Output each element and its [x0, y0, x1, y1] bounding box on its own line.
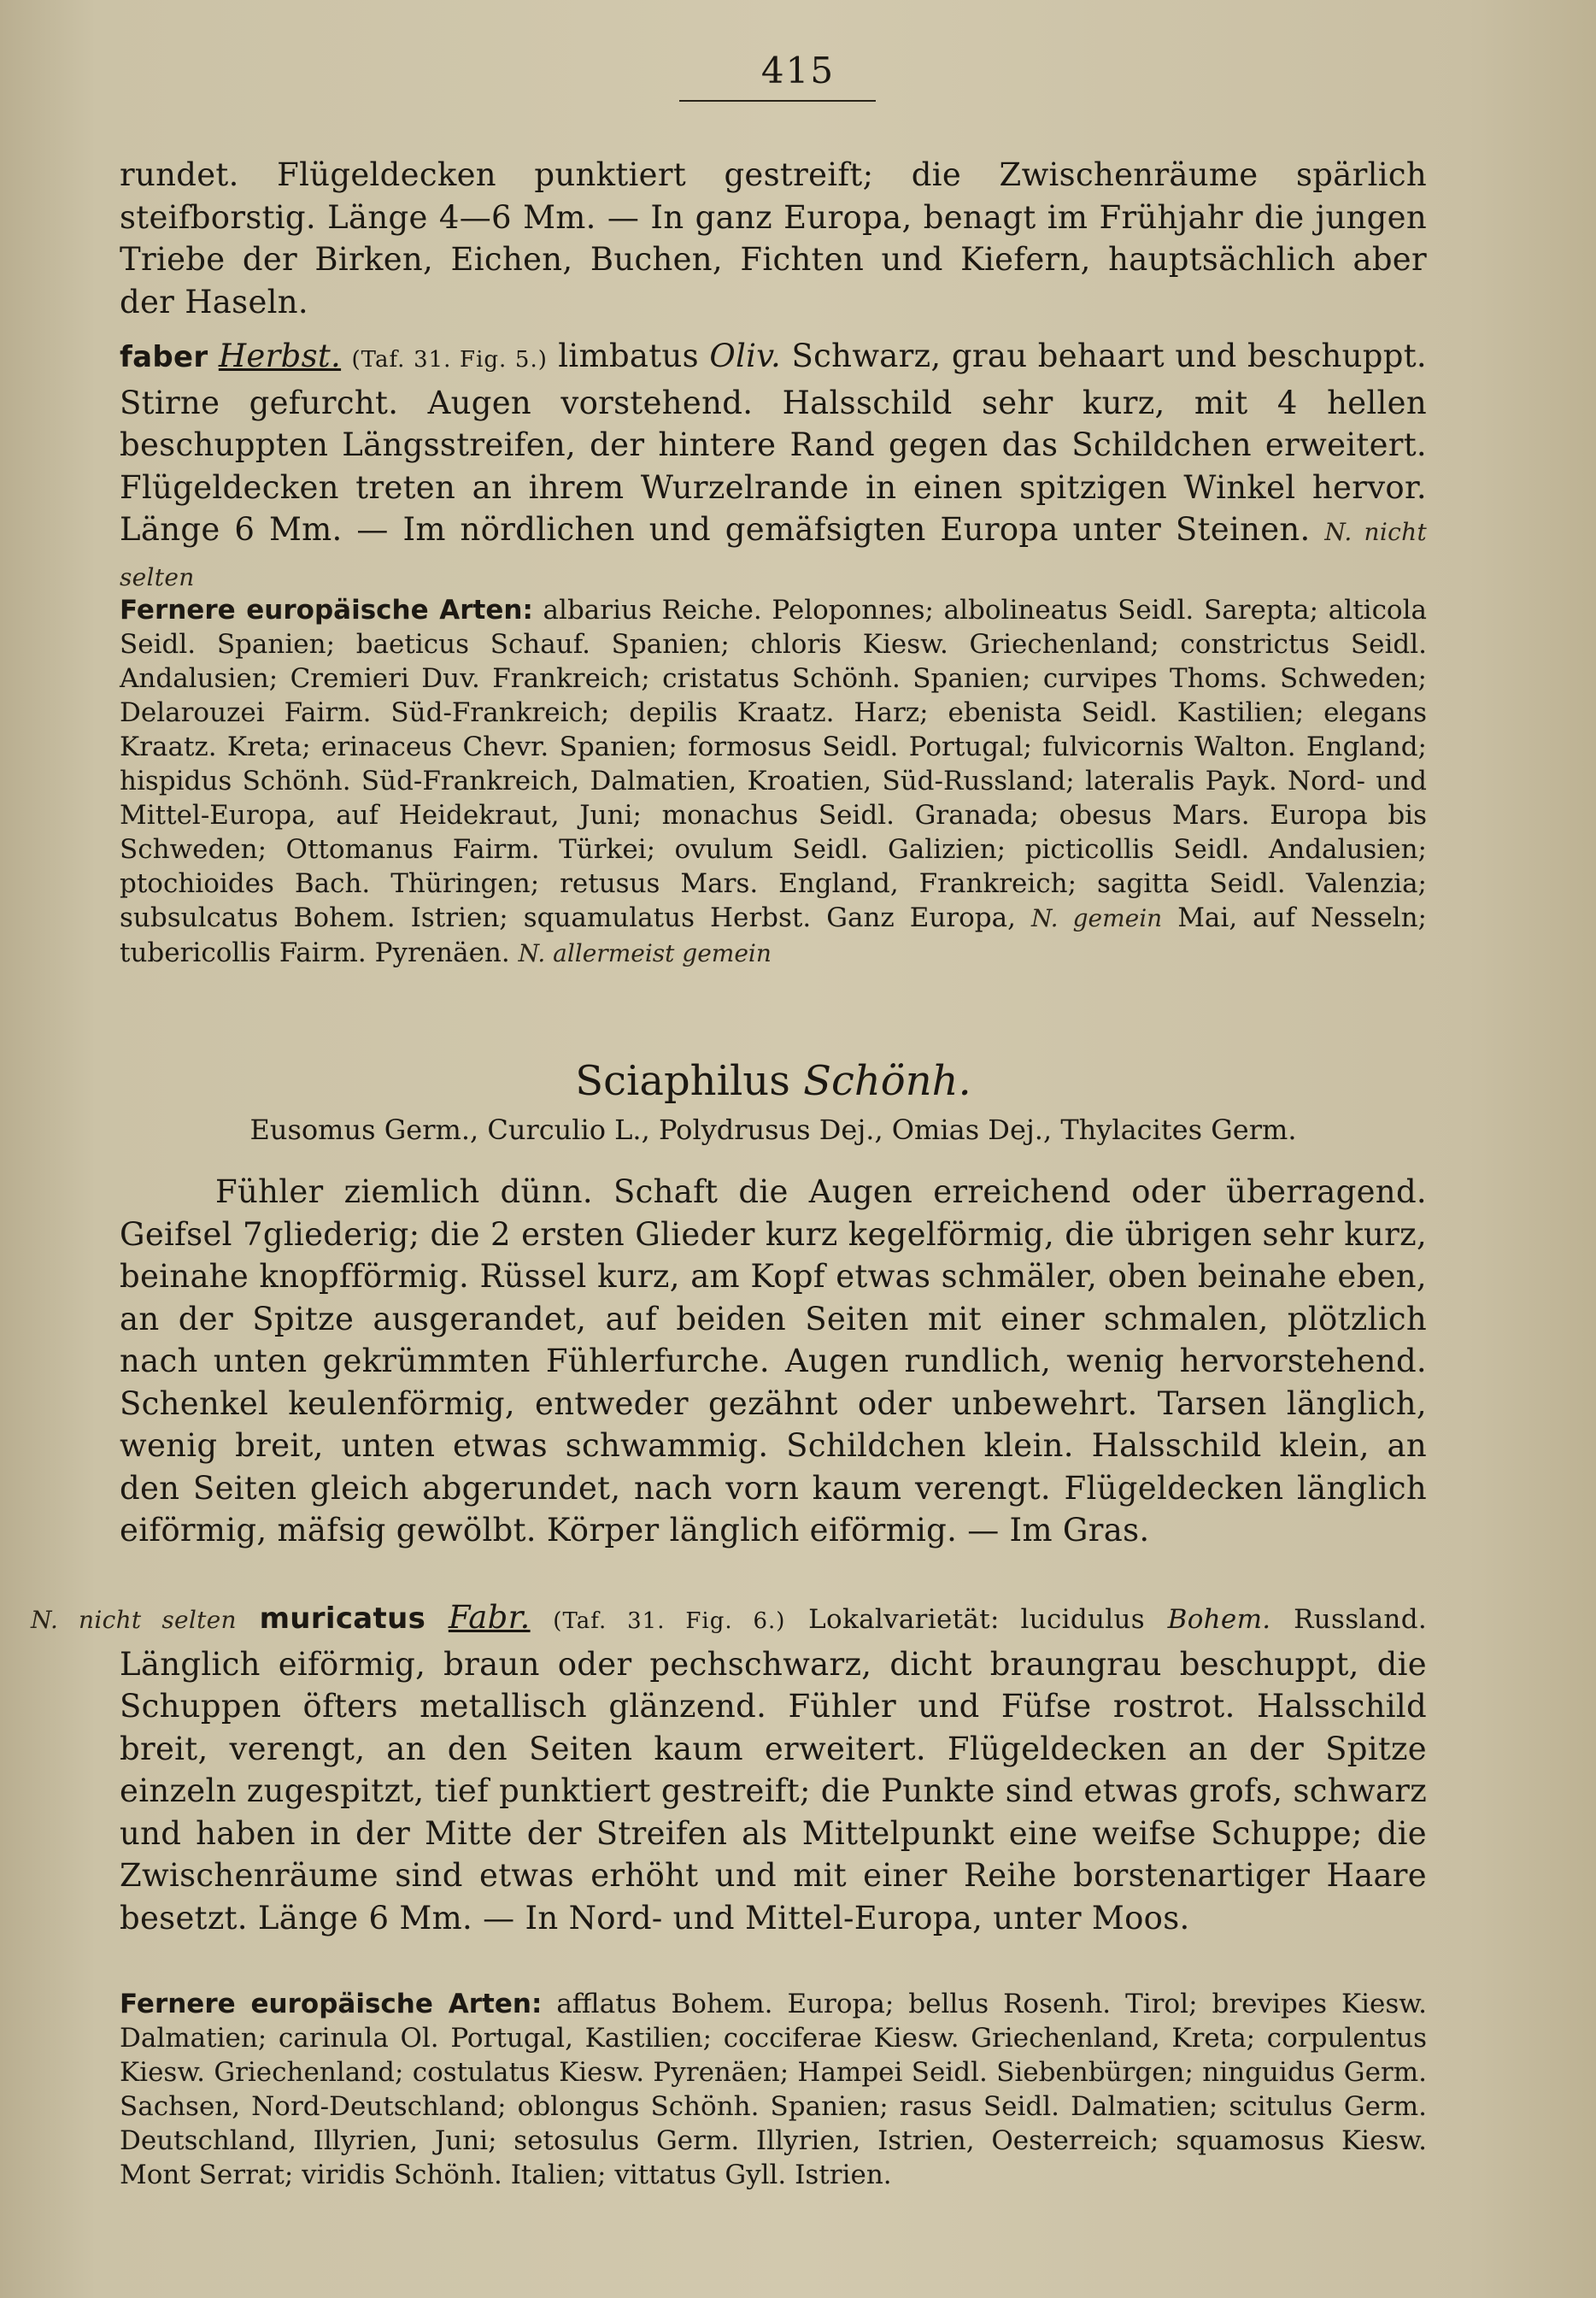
continuation-paragraph	[120, 154, 1427, 323]
species-entry-faber	[120, 335, 1427, 598]
synonym-author: Oliv.	[709, 338, 782, 374]
list-label: Fernere europäische Arten:	[120, 1989, 543, 2019]
handwritten-note: N. gemein	[1030, 904, 1163, 932]
species-name: faber	[120, 340, 208, 374]
genus-title: Sciaphilus	[575, 1057, 790, 1105]
genus-author: Schönh.	[803, 1057, 971, 1105]
species-entry-muricatus	[31, 1596, 1427, 1939]
further-species-list-1	[120, 593, 1427, 971]
page-number-rule	[679, 100, 876, 102]
genus-description	[120, 1171, 1427, 1552]
paragraph-text: rundet. Flügeldecken punktiert gestreift; die Zwischenräume spärlich steifborstig. Länge 4—6 Mm. — In ganz Europa, benagt im Frühjahr die jungen Triebe der Birken, Eichen, Buchen, Fichten und Kiefern, hauptsächlich aber der Haseln.	[120, 156, 1427, 320]
species-description: Schwarz, grau behaart und beschuppt. Stirne gefurcht. Augen vorstehend. Halsschild sehr kurz, mit 4 hellen beschuppten Längsstreifen, der hintere Rand gegen das Schildchen erweitert. Flügeldecken treten an ihrem Wurzelrande in einen spitzigen Winkel hervor. Länge 6 Mm. — Im nördlichen und gemäfsigten Europa unter Steinen.	[120, 338, 1427, 548]
variety-locality: Russland.	[1294, 1604, 1427, 1635]
species-author: Fabr.	[448, 1599, 531, 1636]
list-label: Fernere europäische Arten:	[120, 595, 533, 626]
paragraph-text: Fühler ziemlich dünn. Schaft die Augen erreichend oder überragend. Geifsel 7gliederig; die 2 ersten Glieder kurz kegelförmig, die übrigen sehr kurz, beinahe knopfförmig. Rüssel kurz, am Kopf etwas schmäler, oben beinahe eben, an der Spitze ausgerandet, auf beiden Seiten mit einer schmalen, plötzlich nach unten gekrümmten Fühlerfurche. Augen rundlich, wenig hervorstehend. Schenkel keulenförmig, entweder gezähnt oder unbewehrt. Tarsen länglich, wenig breit, unten etwas schwammig. Schildchen klein. Halsschild klein, an den Seiten gleich abgerundet, nach vorn kaum verengt. Flügeldecken länglich eiförmig, mäfsig gewölbt. Körper länglich eiförmig. — Im Gras.	[120, 1173, 1427, 1549]
species-name: muricatus	[259, 1602, 426, 1636]
list-text: afflatus Bohem. Europa; bellus Rosenh. Tirol; brevipes Kiesw. Dalmatien; carinula Ol. Portugal, Kastilien; cocciferae Kiesw. Griechenland, Kreta; corpulentus Kiesw. Griechenland; costulatus Kiesw. Pyrenäen; Hampei Seidl. Siebenbürgen; ninguidus Germ. Sachsen, Nord-Deutschland; oblongus Schönh. Spanien; rasus Seidl. Dalmatien; scitulus Germ. Deutschland, Illyrien, Juni; setosulus Germ. Illyrien, Istrien, Oesterreich; squamosus Kiesw. Mont Serrat; viridis Schönh. Italien; vittatus Gyll. Istrien.	[120, 1989, 1427, 2190]
handwritten-note: N. allermeist gemein	[518, 939, 772, 967]
species-author: Herbst.	[218, 338, 342, 374]
genus-heading	[120, 1055, 1427, 1148]
page-number: 415	[760, 50, 836, 91]
variety: Lokalvarietät: lucidulus	[808, 1604, 1145, 1635]
further-species-list-2	[120, 1987, 1427, 2192]
list-text: albarius Reiche. Peloponnes; albolineatus Seidl. Sarepta; alticola Seidl. Spanien; baeticus Schauf. Spanien; chloris Kiesw. Griechenland; constrictus Seidl. Andalusien; Cremieri Duv. Frankreich; cristatus Schönh. Spanien; curvipes Thoms. Schweden; Delarouzei Fairm. Süd-Frankreich; depilis Kraatz. Harz; ebenista Seidl. Kastilien; elegans Kraatz. Kreta; erinaceus Chevr. Spanien; formosus Seidl. Portugal; fulvicornis Walton. England; hispidus Schönh. Süd-Frankreich, Dalmatien, Kroatien, Süd-Russland; lateralis Payk. Nord- und Mittel-Europa, auf Heidekraut, Juni; monachus Seidl. Granada; obesus Mars. Europa bis Schweden; Ottomanus Fairm. Türkei; ovulum Seidl. Galizien; picticollis Seidl. Andalusien; ptochioides Bach. Thüringen; retusus Mars. England, Frankreich; sagitta Seidl. Valenzia; subsulcatus Bohem. Istrien; squamulatus Herbst. Ganz Europa,	[120, 595, 1427, 933]
species-description: Länglich eiförmig, braun oder pechschwarz, dicht braungrau beschuppt, die Schuppen öfters metallisch glänzend. Fühler und Füfse rostrot. Halsschild breit, verengt, an den Seiten kaum erweitert. Flügeldecken an der Spitze einzeln zugespitzt, tief punktiert gestreift; die Punkte sind etwas grofs, schwarz und haben in der Mitte der Streifen als Mittelpunkt eine weifse Schuppe; die Zwischenräume sind etwas erhöht und mit einer Reihe borstenartiger Haare besetzt. Länge 6 Mm. — In Nord- und Mittel-Europa, unter Moos.	[120, 1645, 1427, 1937]
variety-author: Bohem.	[1167, 1604, 1271, 1635]
list-tail: Mai, auf Nesseln; tubericollis Fairm. Pyrenäen.	[120, 902, 1428, 968]
handwritten-note: N. nicht selten	[120, 518, 1427, 591]
handwritten-note: N. nicht selten	[31, 1606, 237, 1634]
genus-synonyms: Eusomus Germ., Curculio L., Polydrusus Dej., Omias Dej., Thylacites Germ.	[249, 1114, 1297, 1146]
synonym: limbatus	[558, 338, 699, 374]
plate-reference: (Taf. 31. Fig. 6.)	[553, 1608, 786, 1634]
plate-reference: (Taf. 31. Fig. 5.)	[351, 347, 548, 373]
